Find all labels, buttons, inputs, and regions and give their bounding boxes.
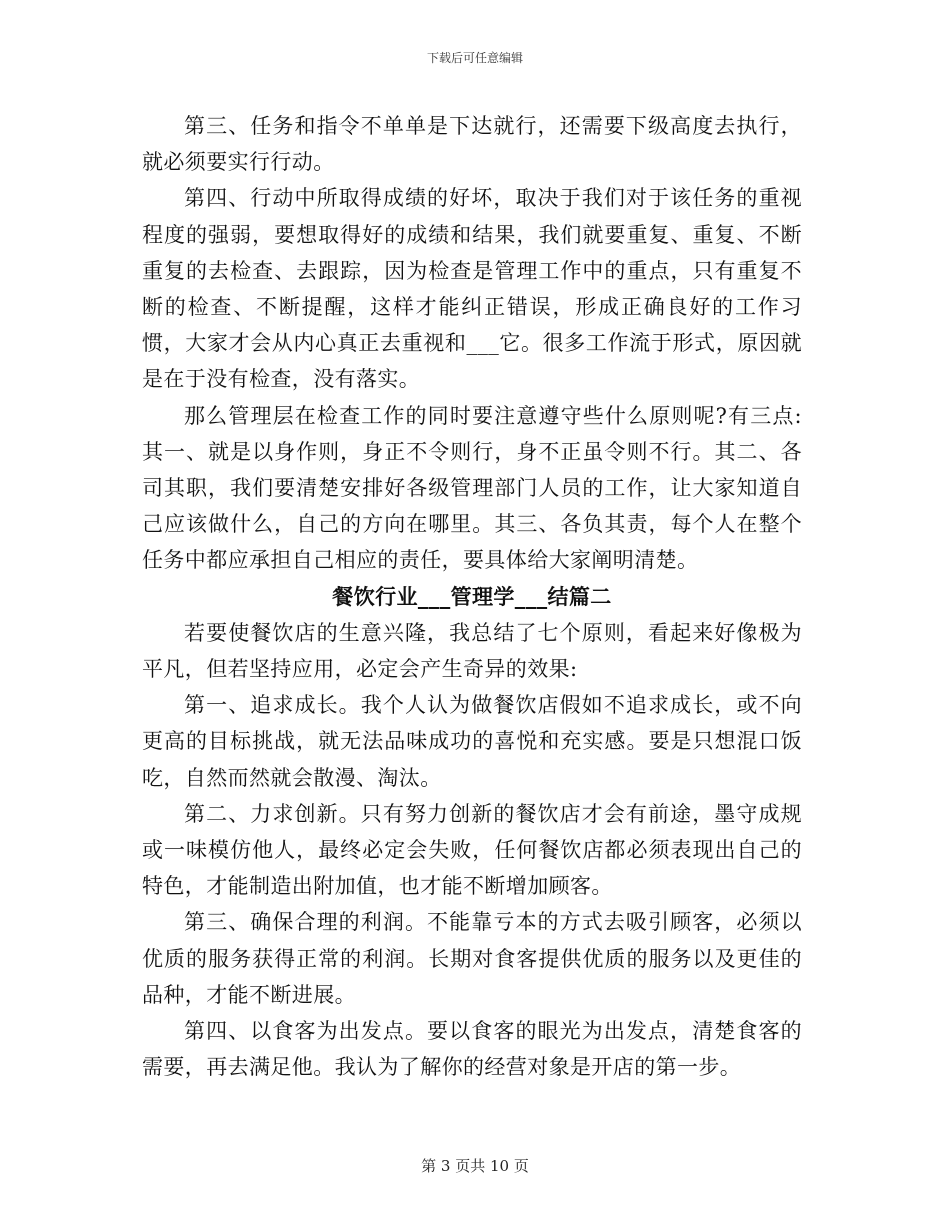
page-header: 下载后可任意编辑 xyxy=(426,51,523,65)
section-heading: 餐饮行业___管理学___结篇二 xyxy=(332,583,612,609)
paragraph-pursue-growth: 第一、追求成长。我个人认为做餐饮店假如不追求成长，或不向更高的目标挑战，就无法品味成功的喜悦和充实感。要是只想混口饭吃，自然而然就会散漫、淘汰。 xyxy=(142,693,802,790)
page-footer: 第 3 页共 10 页 xyxy=(421,1157,529,1175)
document-body xyxy=(142,108,802,1085)
paragraph-inspection-principles: 那么管理层在检查工作的同时要注意遵守些什么原则呢?有三点:其一、就是以身作则，身正不令则行，身不正虽令则不行。其二、各司其职，我们要清楚安排好各级管理部门人员的工作，让大家知道自己应该做什么，自己的方向在哪里。其三、各负其责，每个人在整个任务中都应承担自己相应的责任，要具体给大家阐明清楚。 xyxy=(142,403,802,573)
paragraph-seven-principles-intro: 若要使餐饮店的生意兴隆，我总结了七个原则，看起来好像极为平凡，但若坚持应用，必定会产生奇异的效果: xyxy=(142,620,802,682)
paragraph-reasonable-profit: 第三、确保合理的利润。不能靠亏本的方式去吸引顾客，必须以优质的服务获得正常的利润。长期对食客提供优质的服务以及更佳的品种，才能不断进展。 xyxy=(142,910,802,1007)
paragraph-fourth-point: 第四、行动中所取得成绩的好坏，取决于我们对于该任务的重视程度的强弱，要想取得好的成绩和结果，我们就要重复、重复、不断重复的去检查、去跟踪，因为检查是管理工作中的重点，只有重复不断的检查、不断提醒，这样才能纠正错误，形成正确良好的工作习惯，大家才会从内心真正去重视和___它。很多工作流于形式，原因就是在于没有检查，没有落实。 xyxy=(142,186,802,392)
paragraph-innovation: 第二、力求创新。只有努力创新的餐饮店才会有前途，墨守成规或一味模仿他人，最终必定会失败，任何餐饮店都必须表现出自己的特色，才能制造出附加值，也才能不断增加顾客。 xyxy=(142,801,802,899)
paragraph-third-point: 第三、任务和指令不单单是下达就行，还需要下级高度去执行，就必须要实行行动。 xyxy=(142,114,802,175)
paragraph-customer-focus: 第四、以食客为出发点。要以食客的眼光为出发点，清楚食客的需要，再去满足他。我认为了解你的经营对象是开店的第一步。 xyxy=(142,1019,802,1080)
